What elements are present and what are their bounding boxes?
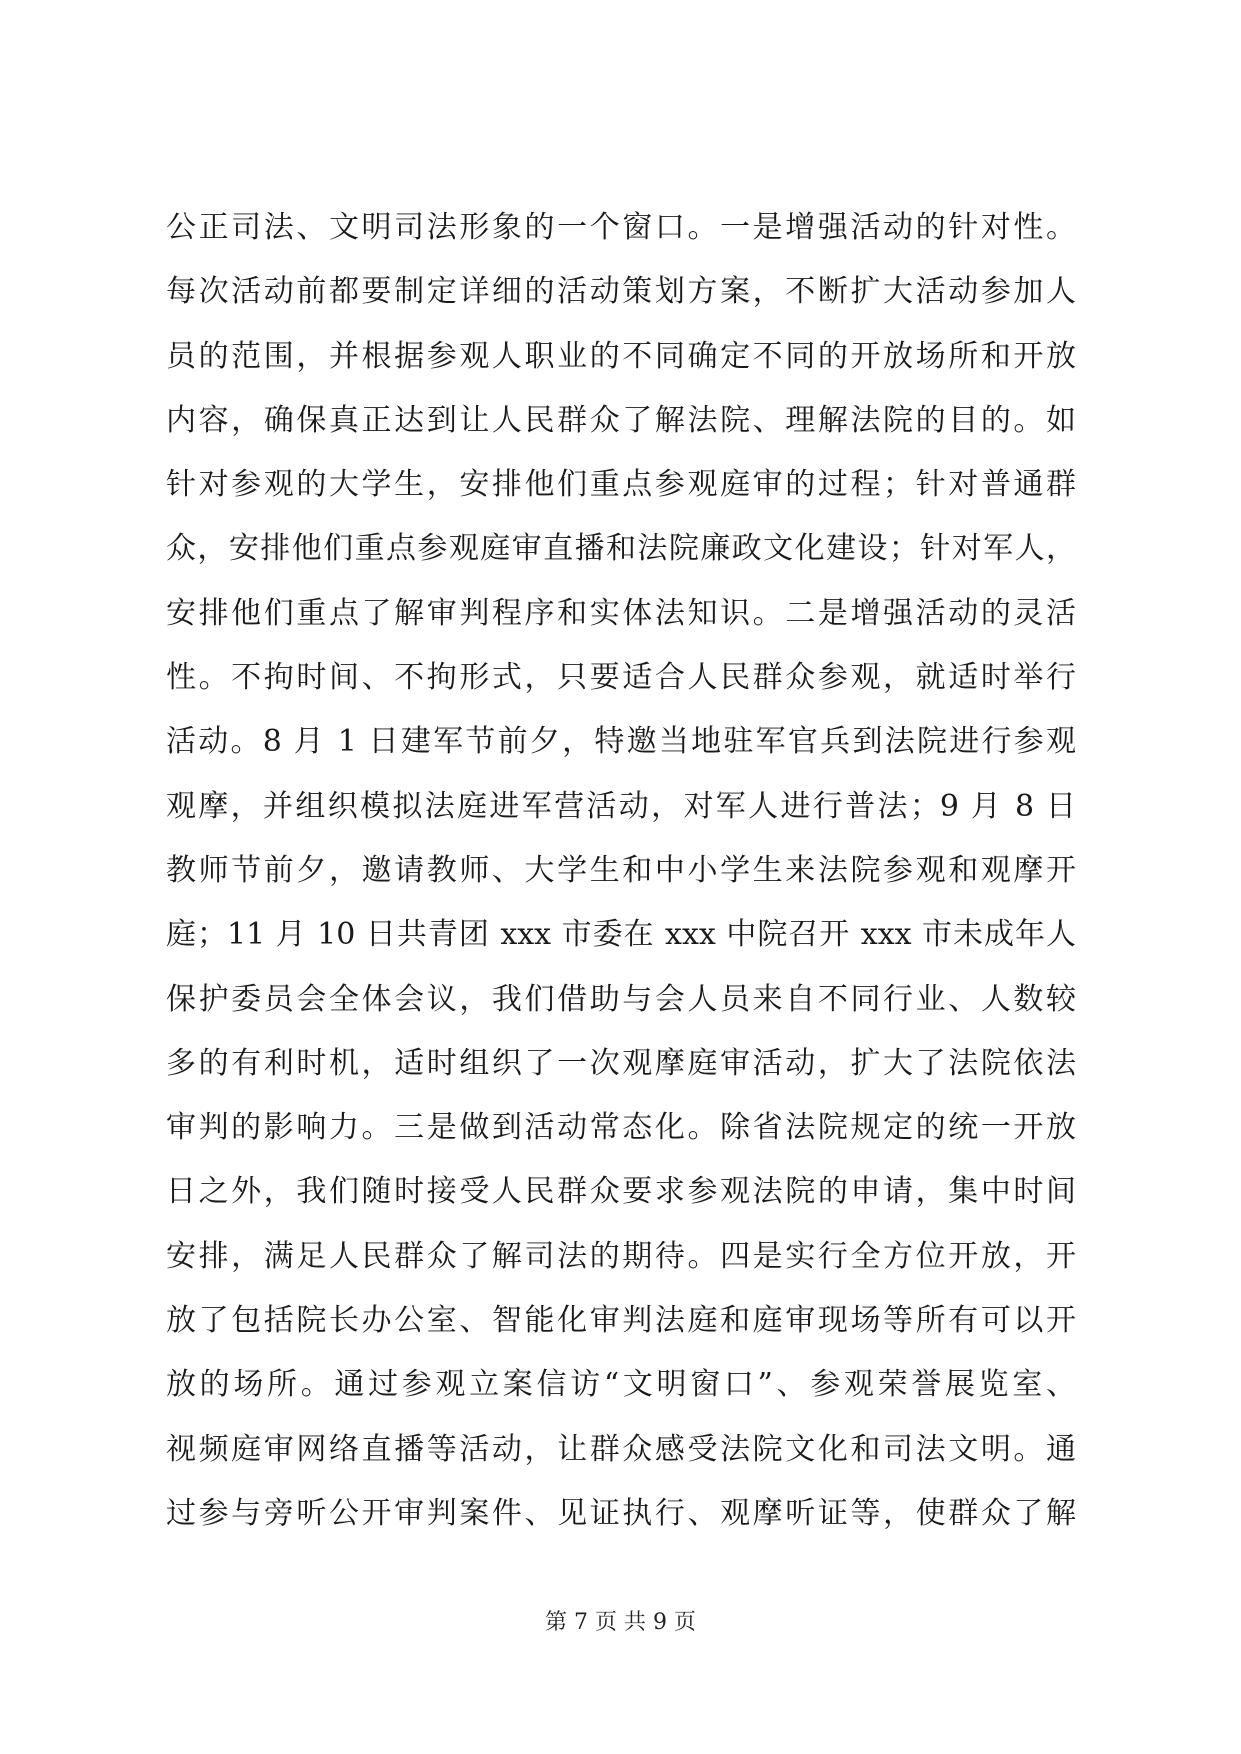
text-line: 众，安排他们重点参观庭审直播和法院廉政文化建设；针对军人， [166, 531, 1076, 567]
body-text [166, 196, 1076, 1546]
text-line: 教师节前夕，邀请教师、大学生和中小学生来法院参观和观摩开 [166, 852, 1076, 888]
text-line: 针对参观的大学生，安排他们重点参观庭审的过程；针对普通群 [166, 467, 1076, 503]
text-line: 多的有利时机，适时组织了一次观摩庭审活动，扩大了法院依法 [166, 1045, 1076, 1081]
page-number-footer: 第 7 页 共 9 页 [545, 1610, 696, 1635]
text-line: 放了包括院长办公室、智能化审判法庭和庭审现场等所有可以开 [166, 1303, 1076, 1339]
text-line: 观摩，并组织模拟法庭进军营活动，对军人进行普法；9 月 8 日 [166, 788, 1076, 824]
text-line: 安排他们重点了解审判程序和实体法知识。二是增强活动的灵活 [166, 595, 1076, 631]
text-line: 放的场所。通过参观立案信访“文明窗口”、参观荣誉展览室、 [166, 1367, 1076, 1403]
text-line: 保护委员会全体会议，我们借助与会人员来自不同行业、人数较 [166, 981, 1076, 1017]
text-line: 庭；11 月 10 日共青团 xxx 市委在 xxx 中院召开 xxx 市未成年人 [166, 917, 1076, 953]
text-line: 日之外，我们随时接受人民群众要求参观法院的申请，集中时间 [166, 1174, 1076, 1210]
text-line: 审判的影响力。三是做到活动常态化。除省法院规定的统一开放 [166, 1110, 1076, 1146]
text-line: 性。不拘时间、不拘形式，只要适合人民群众参观，就适时举行 [166, 660, 1076, 696]
text-line: 每次活动前都要制定详细的活动策划方案，不断扩大活动参加人 [166, 274, 1076, 310]
text-line: 内容，确保真正达到让人民群众了解法院、理解法院的目的。如 [166, 402, 1076, 438]
text-line: 视频庭审网络直播等活动，让群众感受法院文化和司法文明。通 [166, 1431, 1076, 1467]
text-line: 活动。8 月 1 日建军节前夕，特邀当地驻军官兵到法院进行参观 [166, 724, 1076, 760]
text-line: 员的范围，并根据参观人职业的不同确定不同的开放场所和开放 [166, 338, 1076, 374]
text-line: 安排，满足人民群众了解司法的期待。四是实行全方位开放，开 [166, 1238, 1076, 1274]
text-line: 过参与旁听公开审判案件、见证执行、观摩听证等，使群众了解 [166, 1495, 1076, 1531]
text-line: 公正司法、文明司法形象的一个窗口。一是增强活动的针对性。 [166, 210, 1076, 245]
